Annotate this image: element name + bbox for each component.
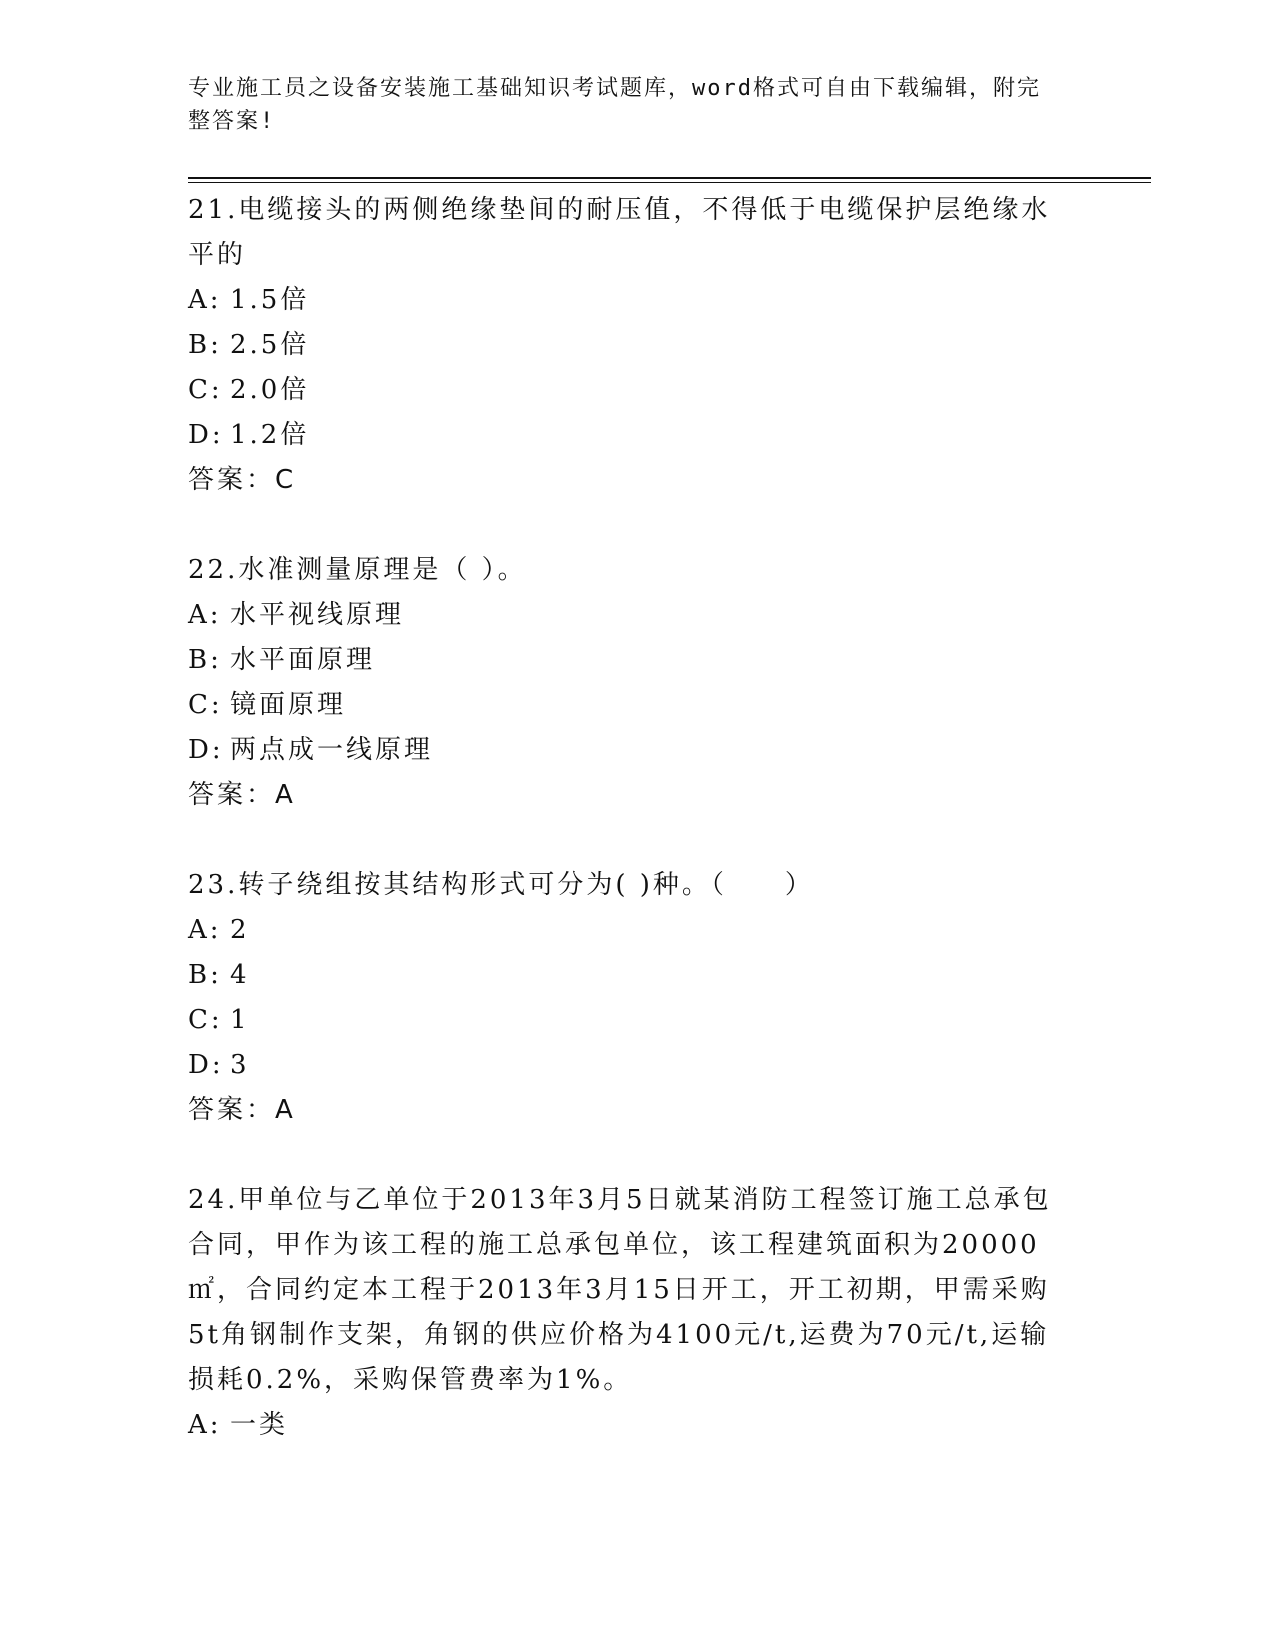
question-23 [188, 863, 1088, 1133]
option-b [188, 323, 1088, 368]
option-text: 一类 [230, 1410, 289, 1440]
question-22 [188, 548, 1088, 818]
option-a [188, 278, 1088, 323]
header-line-2: 整答案! [188, 109, 276, 134]
question-text: 22.水准测量原理是（ ）。 [188, 555, 527, 585]
option-letter: C: [188, 690, 223, 720]
option-letter: B: [188, 330, 222, 360]
header-rule-thin [188, 182, 1151, 183]
option-c [188, 683, 1088, 728]
option-b [188, 953, 1088, 998]
option-letter: C: [188, 1005, 223, 1035]
header-line-1: 专业施工员之设备安装施工基础知识考试题库，word格式可自由下载编辑，附完 [188, 76, 1041, 101]
option-letter: B: [188, 960, 222, 990]
option-letter: D: [188, 1050, 224, 1080]
option-text: 2.5倍 [230, 330, 310, 360]
option-a [188, 908, 1088, 953]
option-text: 2 [230, 915, 250, 945]
option-text: 4 [230, 960, 250, 990]
question-text: 23.转子绕组按其结构形式可分为( )种。（ ） [188, 870, 814, 900]
question-24 [188, 1178, 1088, 1448]
option-text: 两点成一线原理 [230, 735, 434, 765]
option-text: 3 [230, 1050, 250, 1080]
option-letter: B: [188, 645, 222, 675]
option-letter: A: [188, 1410, 222, 1440]
option-b [188, 638, 1088, 683]
question-text: 24.甲单位与乙单位于2013年3月5日就某消防工程签订施工总承包合同，甲作为该工程的施工总承包单位，该工程建筑面积为20000㎡，合同约定本工程于2013年3月15日开工，开工初期，甲需采购5t角钢制作支架，角钢的供应价格为4100元/t,运费为70元/t,运输损耗0.2%，采购保管费率为1%。 [188, 1185, 1052, 1395]
option-letter: A: [188, 285, 222, 315]
option-letter: A: [188, 600, 222, 630]
option-a [188, 1403, 1088, 1448]
option-text: 1.2倍 [230, 420, 310, 450]
answer-line: 答案：A [188, 780, 296, 810]
option-text: 1 [230, 1005, 250, 1035]
option-letter: D: [188, 735, 224, 765]
option-letter: A: [188, 915, 222, 945]
option-c [188, 368, 1088, 413]
option-text: 1.5倍 [230, 285, 310, 315]
question-list [188, 188, 1088, 1448]
option-d [188, 413, 1088, 458]
answer-line: 答案：C [188, 465, 297, 495]
option-text: 镜面原理 [230, 690, 347, 720]
question-text: 21.电缆接头的两侧绝缘垫间的耐压值，不得低于电缆保护层绝缘水平的 [188, 195, 1051, 270]
option-text: 水平视线原理 [230, 600, 405, 630]
option-d [188, 1043, 1088, 1088]
answer-line: 答案：A [188, 1095, 296, 1125]
option-letter: D: [188, 420, 224, 450]
option-text: 水平面原理 [230, 645, 376, 675]
option-c [188, 998, 1088, 1043]
header-rule-thick [188, 177, 1151, 179]
option-text: 2.0倍 [230, 375, 310, 405]
option-letter: C: [188, 375, 223, 405]
option-a [188, 593, 1088, 638]
document-header [188, 72, 1068, 138]
option-d [188, 728, 1088, 773]
question-21 [188, 188, 1088, 503]
